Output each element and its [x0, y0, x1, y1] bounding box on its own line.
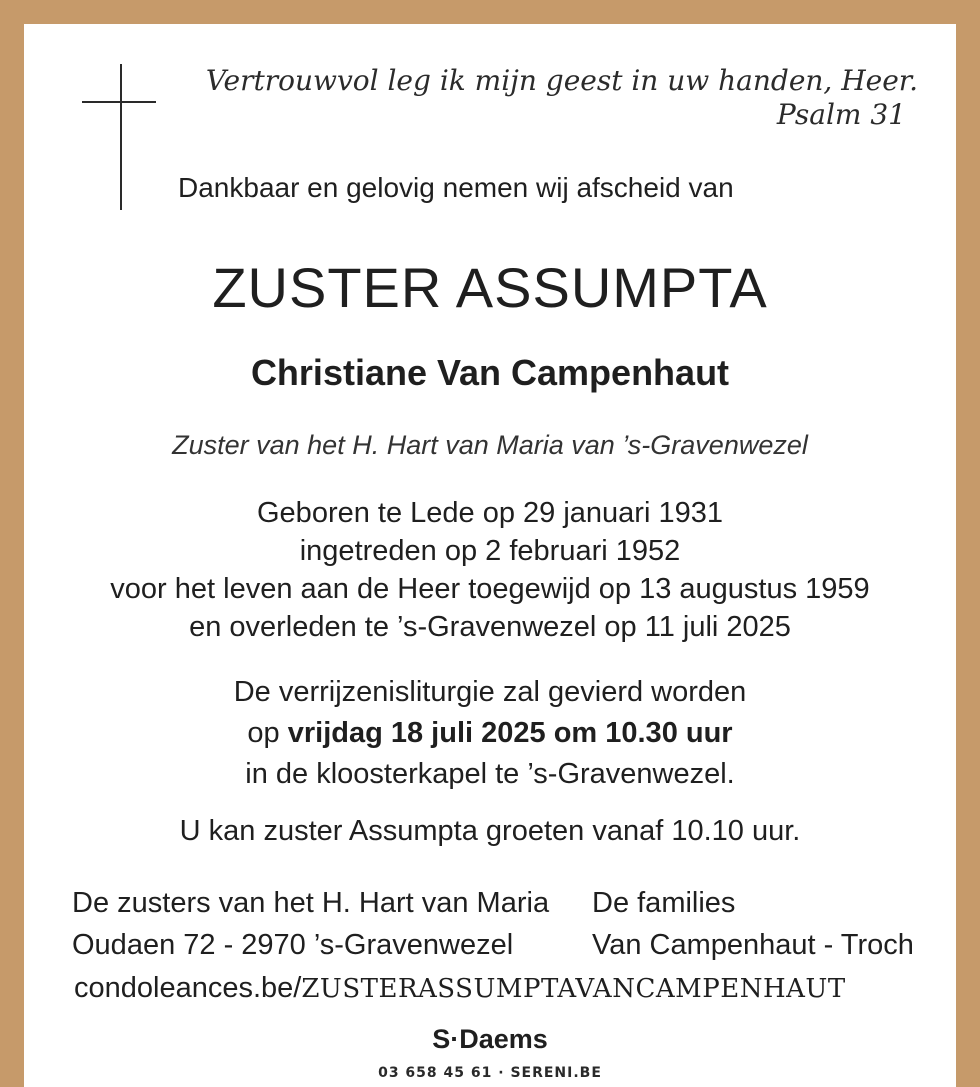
quote-reference: Psalm 31: [776, 98, 906, 131]
religious-order: Zuster van het H. Hart van Maria van ’s-Gravenwezel: [172, 430, 808, 460]
obituary-card: [24, 24, 956, 1087]
bio-line: en overleden te ’s-Gravenwezel op 11 juli 2025: [189, 611, 791, 643]
condolences-domain: condoleances.be/: [74, 972, 302, 1004]
deceased-religious-name: ZUSTER ASSUMPTA: [212, 256, 768, 319]
families-names: Van Campenhaut - Troch: [592, 929, 914, 961]
bio-line: ingetreden op 2 februari 1952: [299, 535, 681, 567]
intro-text: Dankbaar en gelovig nemen wij afscheid van: [178, 172, 734, 203]
community-name: De zusters van het H. Hart van Maria: [72, 887, 550, 919]
condolences-link[interactable]: [74, 968, 846, 1009]
funeral-home-contact: 03 658 45 61 · SERENI.BE: [378, 1065, 602, 1081]
psalm-quote: [206, 64, 918, 132]
community-street: Oudaen 72 - 2970 ’s-Gravenwezel: [72, 929, 514, 961]
deceased-civil-name: Christiane Van Campenhaut: [250, 352, 730, 393]
visitation-note: U kan zuster Assumpta groeten vanaf 10.10 uur.: [179, 815, 801, 847]
families: [592, 882, 914, 966]
bio-line: Geboren te Lede op 29 januari 1931: [257, 497, 723, 529]
condolences-path: ZUSTERASSUMPTAVANCAMPENHAUT: [301, 974, 846, 1004]
service-datetime: vrijdag 18 juli 2025 om 10.30 uur: [287, 717, 733, 749]
cross-icon: [120, 64, 122, 210]
community-address: [72, 882, 549, 966]
service-prefix: op: [247, 717, 288, 749]
bio-line: voor het leven aan de Heer toegewijd op 13 augustus 1959: [110, 573, 870, 605]
cross-icon-bar: [82, 101, 156, 103]
service-line: De verrijzenisliturgie zal gevierd worden: [233, 676, 747, 708]
quote-text: Vertrouwvol leg ik mijn geest in uw handen, Heer.: [205, 64, 918, 97]
funeral-home-logo: S·Daems: [432, 1024, 548, 1054]
service-line-datetime: [24, 713, 956, 754]
biography: [24, 494, 956, 646]
funeral-service: [24, 672, 956, 795]
service-line: in de kloosterkapel te ’s-Gravenwezel.: [245, 758, 735, 790]
families-label: De families: [592, 887, 736, 919]
